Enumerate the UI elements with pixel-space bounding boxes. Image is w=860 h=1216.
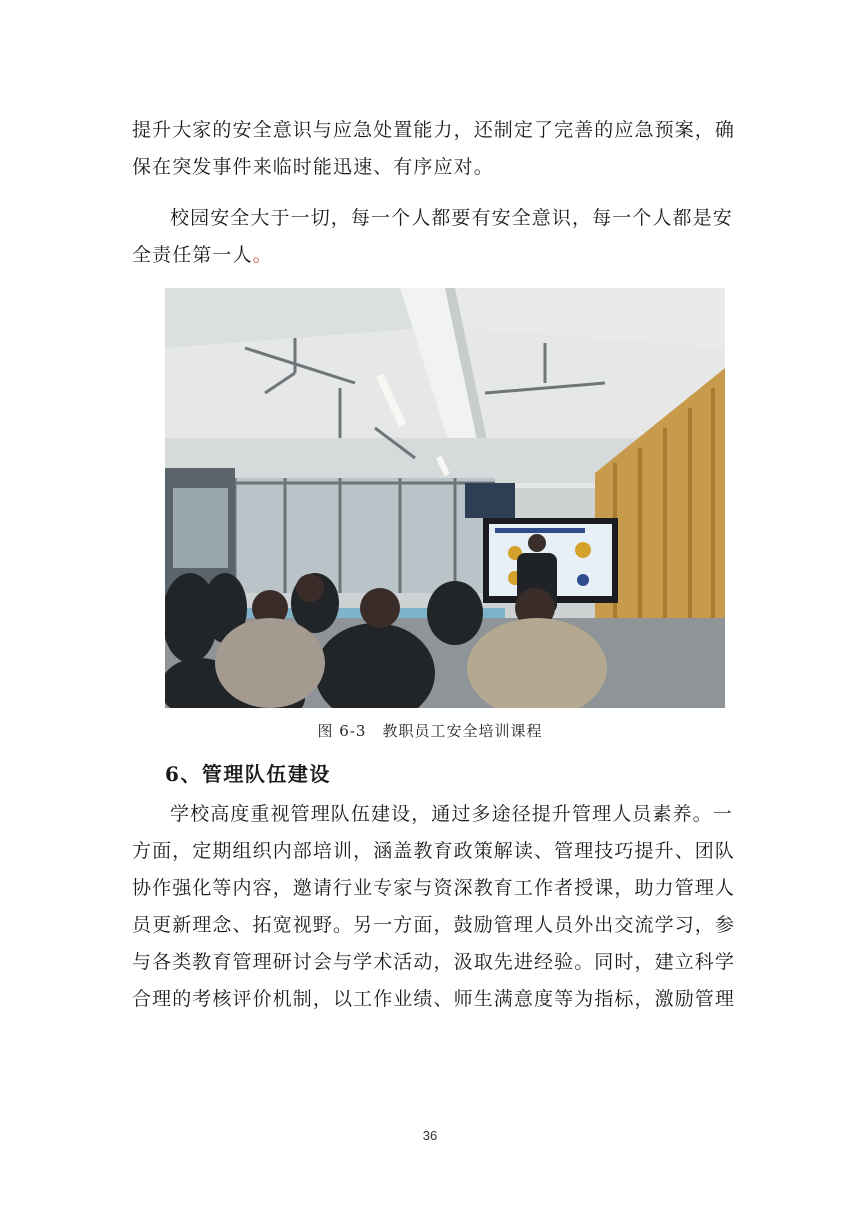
paragraph-management-team [132,796,736,1018]
text-line: 校园安全大于一切，每一个人都要有安全意识，每一个人都是安 [170,207,733,229]
text-line: 与各类教育管理研讨会与学术活动，汲取先进经验。同时，建立科学 [132,951,736,973]
figure-title: 教职员工安全培训课程 [382,722,543,740]
text-line [132,237,732,274]
training-photo-illustration [165,288,725,708]
highlighted-period: 。 [252,244,273,266]
text-line: 合理的考核评价机制，以工作业绩、师生满意度等为指标，激励管理 [132,988,736,1010]
figure-caption [0,720,860,741]
text-line: 学校高度重视管理队伍建设，通过多途径提升管理人员素养。一 [170,803,733,825]
text-line: 提升大家的安全意识与应急处置能力，还制定了完善的应急预案，确 [132,119,736,141]
paragraph-campus-safety [132,200,732,274]
text-line: 方面，定期组织内部培训，涵盖教育政策解读、管理技巧提升、团队 [132,840,736,862]
text-segment: 全责任第一人 [132,244,253,266]
text-line: 协作强化等内容，邀请行业专家与资深教育工作者授课，助力管理人 [132,877,736,899]
figure-number: 图 6-3 [317,722,367,740]
text-line: 保在突发事件来临时能迅速、有序应对。 [132,156,494,178]
text-line: 员更新理念、拓宽视野。另一方面，鼓励管理人员外出交流学习，参 [132,914,736,936]
section-heading: 6、管理队伍建设 [165,762,331,786]
page-number: 36 [422,1128,438,1143]
paragraph-safety-awareness [132,112,736,186]
training-photo [165,288,725,708]
